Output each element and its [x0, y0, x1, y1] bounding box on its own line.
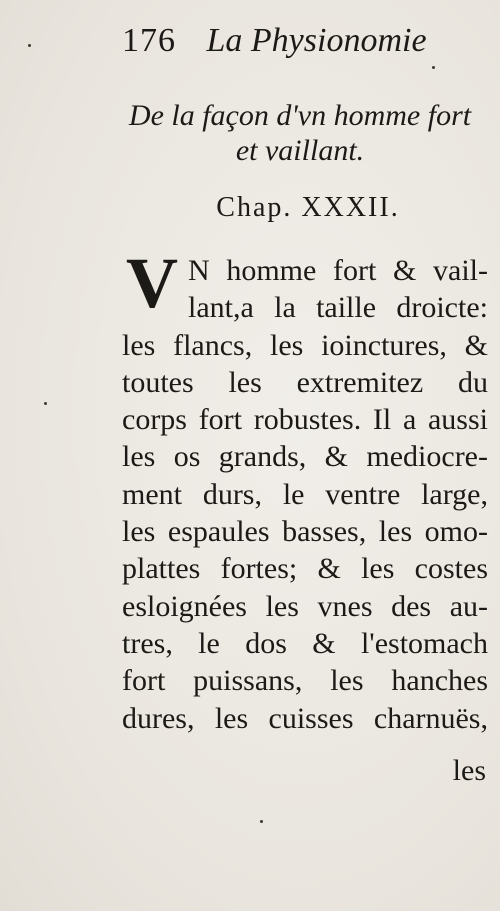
- body-line: tres, le dos & l'estomach: [122, 626, 488, 660]
- body-line: les flancs, les ioinctures, &: [122, 328, 488, 362]
- paper-speck: [432, 66, 435, 69]
- section-title-line-1: De la façon d'vn homme fort: [128, 99, 472, 132]
- body-line: N homme fort & vail-: [188, 254, 488, 287]
- body-line: dures, les cuisses charnuës,: [122, 701, 488, 735]
- body-line: ment durs, le ventre large,: [122, 477, 488, 511]
- section-title: [110, 98, 490, 168]
- body-line: les os grands, & mediocre-: [122, 440, 488, 474]
- body-line: fort puissans, les hanches: [122, 664, 488, 698]
- body-text: [122, 243, 488, 737]
- body-line: esloignées les vnes des au-: [122, 589, 488, 623]
- page-number: 176: [122, 22, 176, 59]
- chapter-heading: Chap. XXXII.: [216, 192, 400, 223]
- body-line: corps fort robustes. Il a aussi: [122, 403, 488, 437]
- body-line: toutes les extremitez du: [122, 365, 488, 399]
- paper-speck: [28, 44, 31, 47]
- section-title-line-2: et vaillant.: [235, 134, 365, 167]
- drop-cap: V: [126, 243, 178, 323]
- paper-speck: [260, 820, 263, 823]
- body-line: les espaules basses, les omo-: [122, 515, 488, 549]
- running-title: La Physionomie: [206, 22, 427, 59]
- catchword: les: [452, 754, 486, 787]
- paper-speck: [44, 402, 47, 405]
- body-line: lant,a la taille droicte:: [188, 291, 488, 325]
- running-header: [122, 22, 427, 60]
- body-line: plattes fortes; & les costes: [122, 552, 488, 586]
